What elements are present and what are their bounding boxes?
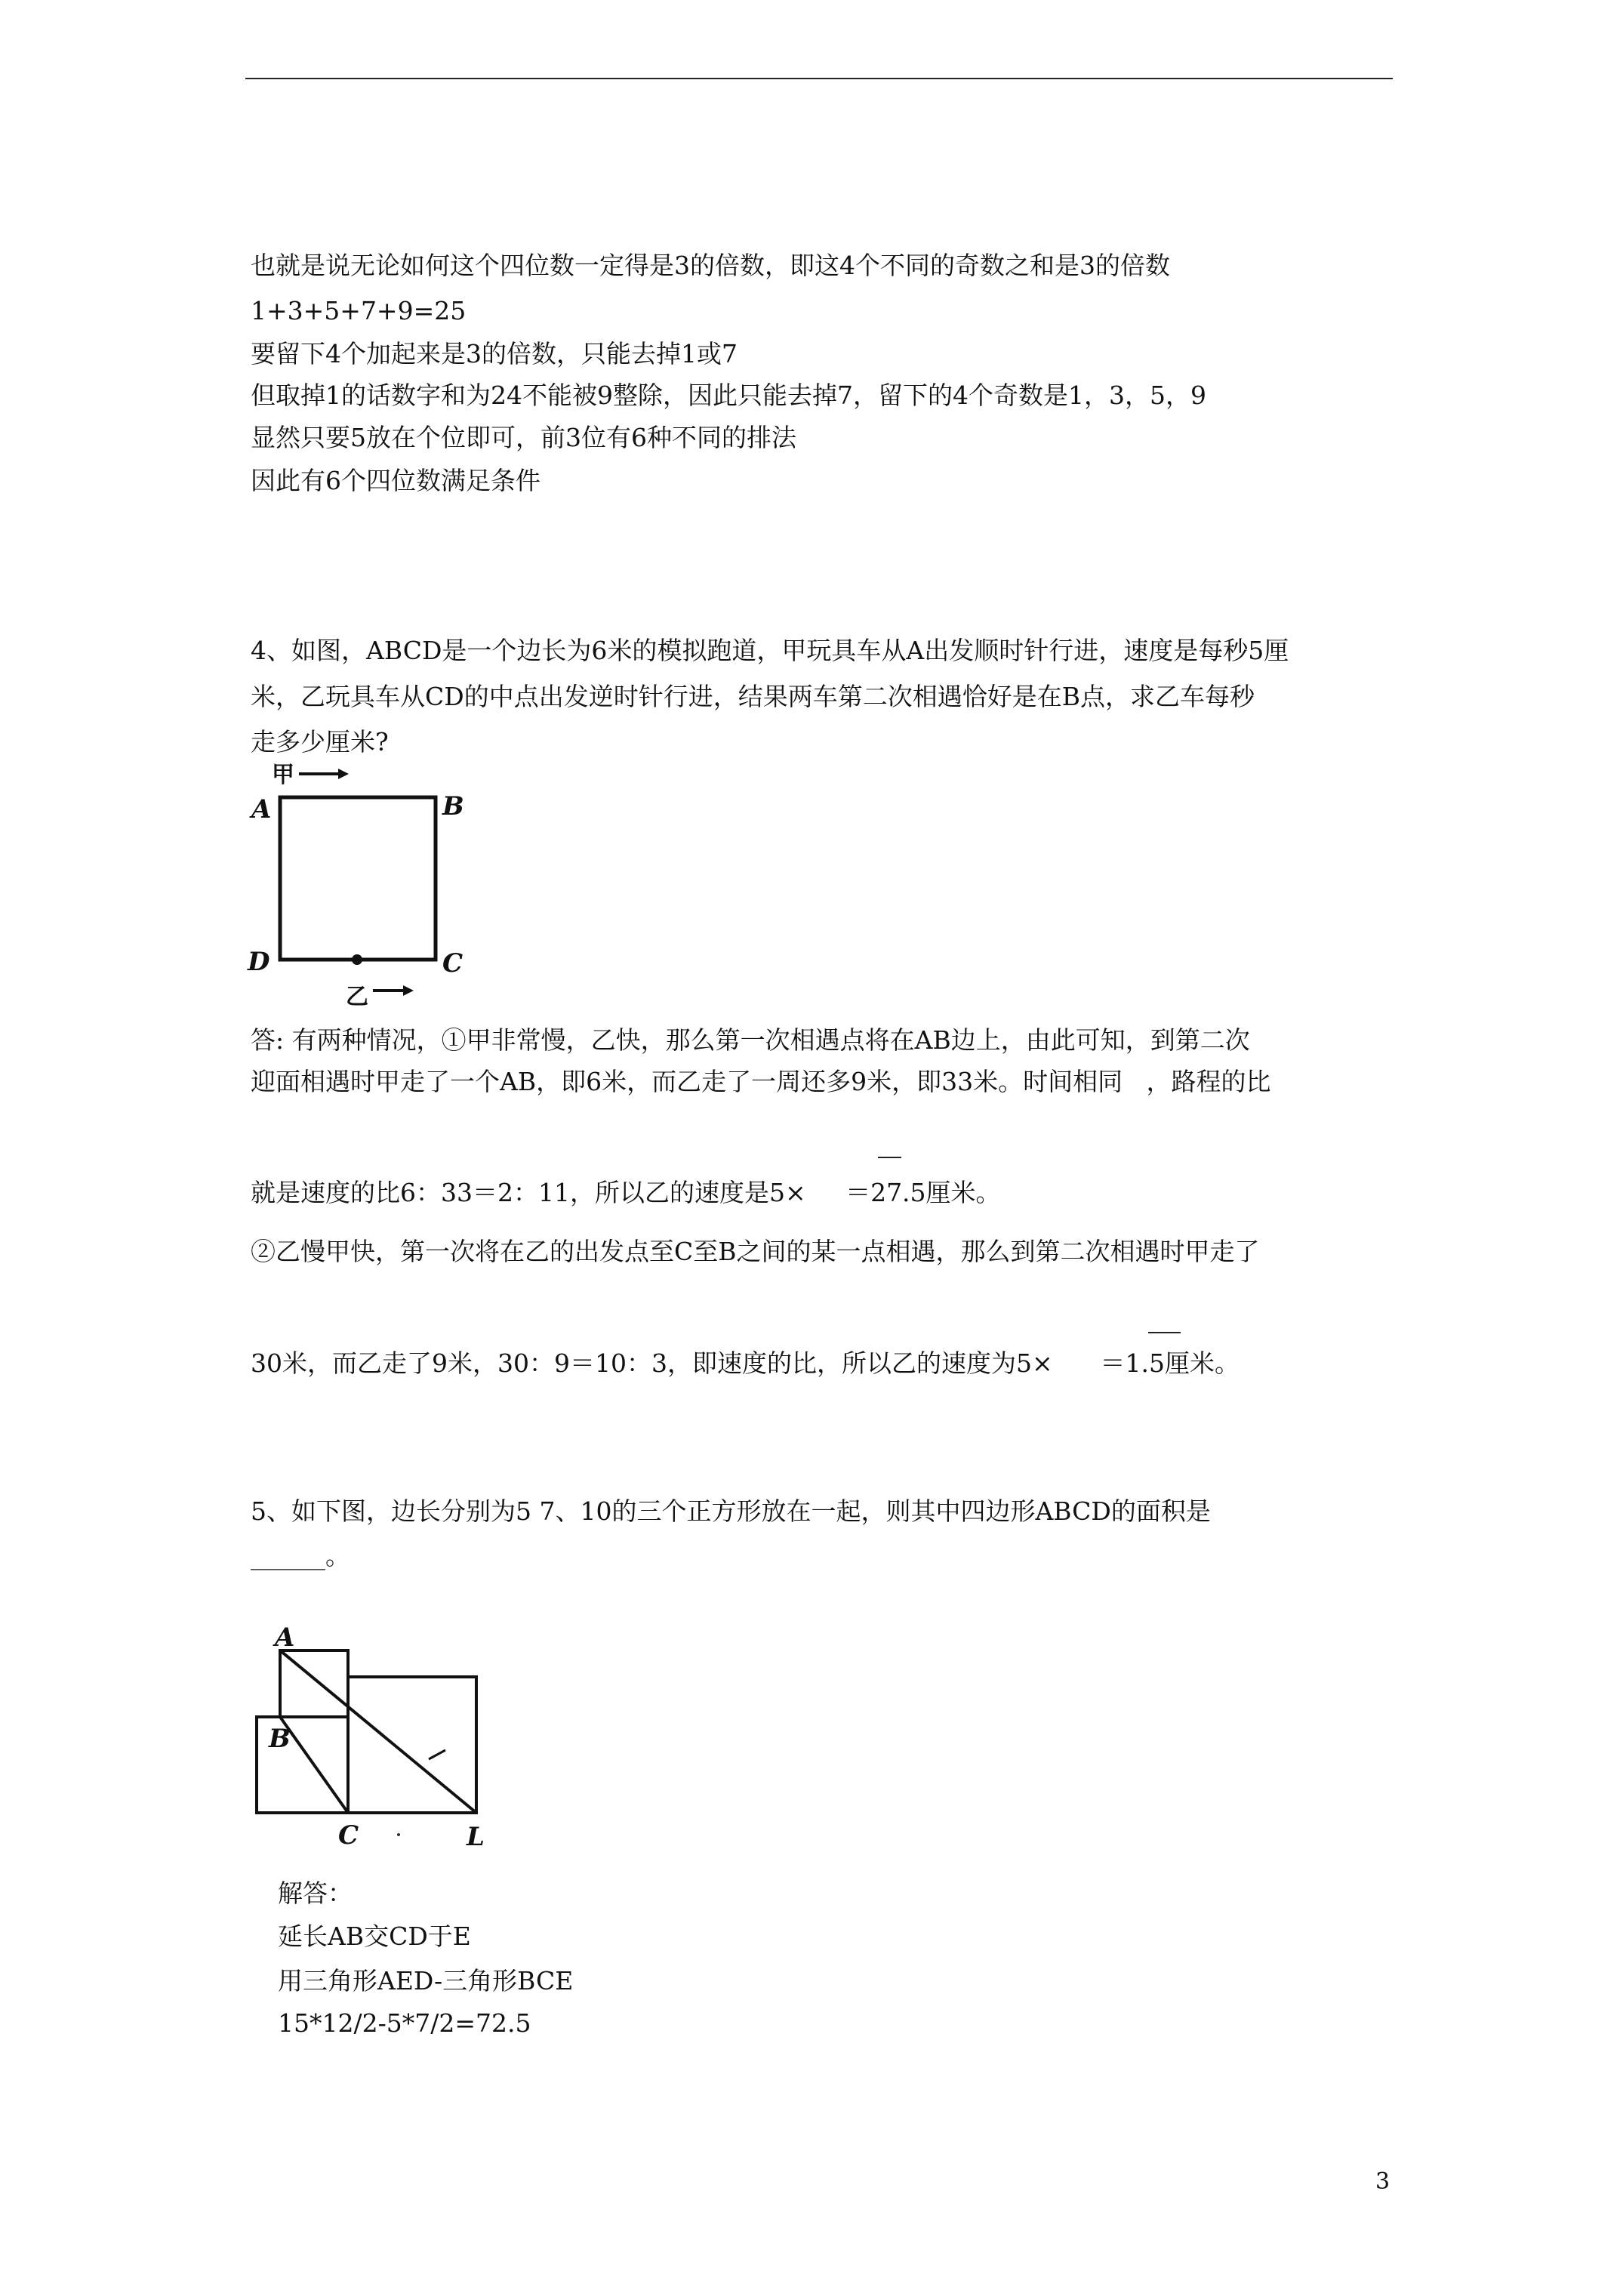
problem4-answer-line: 答: 有两种情况，①甲非常慢，乙快，那么第一次相遇点将在AB边上，由此可知，到第二次 bbox=[251, 1025, 1250, 1055]
text-line: 因此有6个四位数满足条件 bbox=[251, 466, 540, 495]
squares-figure bbox=[257, 1623, 485, 1852]
arrow-right-icon bbox=[373, 985, 414, 996]
segment-ad bbox=[280, 1650, 476, 1813]
vertex-label-c: C bbox=[338, 1820, 359, 1851]
arrow-right-icon bbox=[299, 769, 349, 779]
vertex-label-b: B bbox=[269, 1724, 291, 1754]
vertex-label-a: A bbox=[275, 1623, 295, 1653]
problem4-answer-line: ②乙慢甲快，第一次将在乙的出发点至C至B之间的某一点相遇，那么到第二次相遇时甲走了 bbox=[251, 1237, 1260, 1266]
problem5-question-line: 5、如下图，边长分别为5 7、10的三个正方形放在一起，则其中四边形ABCD的面积是 bbox=[251, 1496, 1211, 1526]
problem5-question-line: ______。 bbox=[251, 1541, 350, 1570]
problem4-answer-line: 30米，而乙走了9米，30：9＝10：3，即速度的比，所以乙的速度为5× ＝1.5厘米。 bbox=[251, 1348, 1240, 1378]
text-line: 显然只要5放在个位即可，前3位有6种不同的排法 bbox=[251, 423, 796, 452]
square-large bbox=[348, 1677, 476, 1813]
problem5-solution-line: 延长AB交CD于E bbox=[278, 1922, 471, 1951]
problem4-answer-line: 就是速度的比6：33＝2：11，所以乙的速度是5× ＝27.5厘米。 bbox=[251, 1178, 1001, 1207]
stray-mark bbox=[429, 1750, 445, 1759]
vertex-label-b: B bbox=[442, 791, 464, 821]
car-jia-label: 甲 bbox=[272, 762, 294, 788]
problem4-question-line: 4、如图，ABCD是一个边长为6米的模拟跑道，甲玩具车从A出发顺时针行进，速度是每秒5厘 bbox=[251, 636, 1289, 665]
track-figure bbox=[247, 762, 464, 1010]
text-line: 1+3+5+7+9=25 bbox=[251, 296, 467, 325]
vertex-label-a: A bbox=[251, 794, 272, 824]
problem4-question-line: 走多少厘米? bbox=[251, 727, 389, 757]
stray-dot bbox=[397, 1833, 400, 1836]
problem4-question-line: 米，乙玩具车从CD的中点出发逆时针行进，结果两车第二次相遇恰好是在B点，求乙车每秒 bbox=[251, 682, 1255, 711]
car-yi-label: 乙 bbox=[346, 984, 368, 1010]
vertex-label-c: C bbox=[442, 948, 463, 978]
text-line: 但取掉1的话数字和为24不能被9整除，因此只能去掉7，留下的4个奇数是1，3，5，9 bbox=[251, 381, 1206, 410]
page-number: 3 bbox=[1375, 2168, 1390, 2195]
track-square bbox=[280, 797, 436, 960]
problem4-answer-line: 迎面相遇时甲走了一个AB，即6米，而乙走了一周还多9米，即33米。时间相同 ，路程的比 bbox=[251, 1067, 1271, 1096]
vertex-label-d: D bbox=[248, 947, 270, 977]
vertex-label-d: L bbox=[467, 1822, 485, 1852]
text-line: 要留下4个加起来是3的倍数，只能去掉1或7 bbox=[251, 339, 738, 368]
problem5-solution-line: 解答： bbox=[278, 1878, 353, 1908]
cd-midpoint-dot bbox=[352, 954, 362, 965]
problem5-solution-line: 15*12/2-5*7/2=72.5 bbox=[278, 2008, 531, 2038]
text-line: 也就是说无论如何这个四位数一定得是3的倍数，即这4个不同的奇数之和是3的倍数 bbox=[251, 251, 1170, 280]
problem5-solution-line: 用三角形AED-三角形BCE bbox=[278, 1966, 574, 1996]
